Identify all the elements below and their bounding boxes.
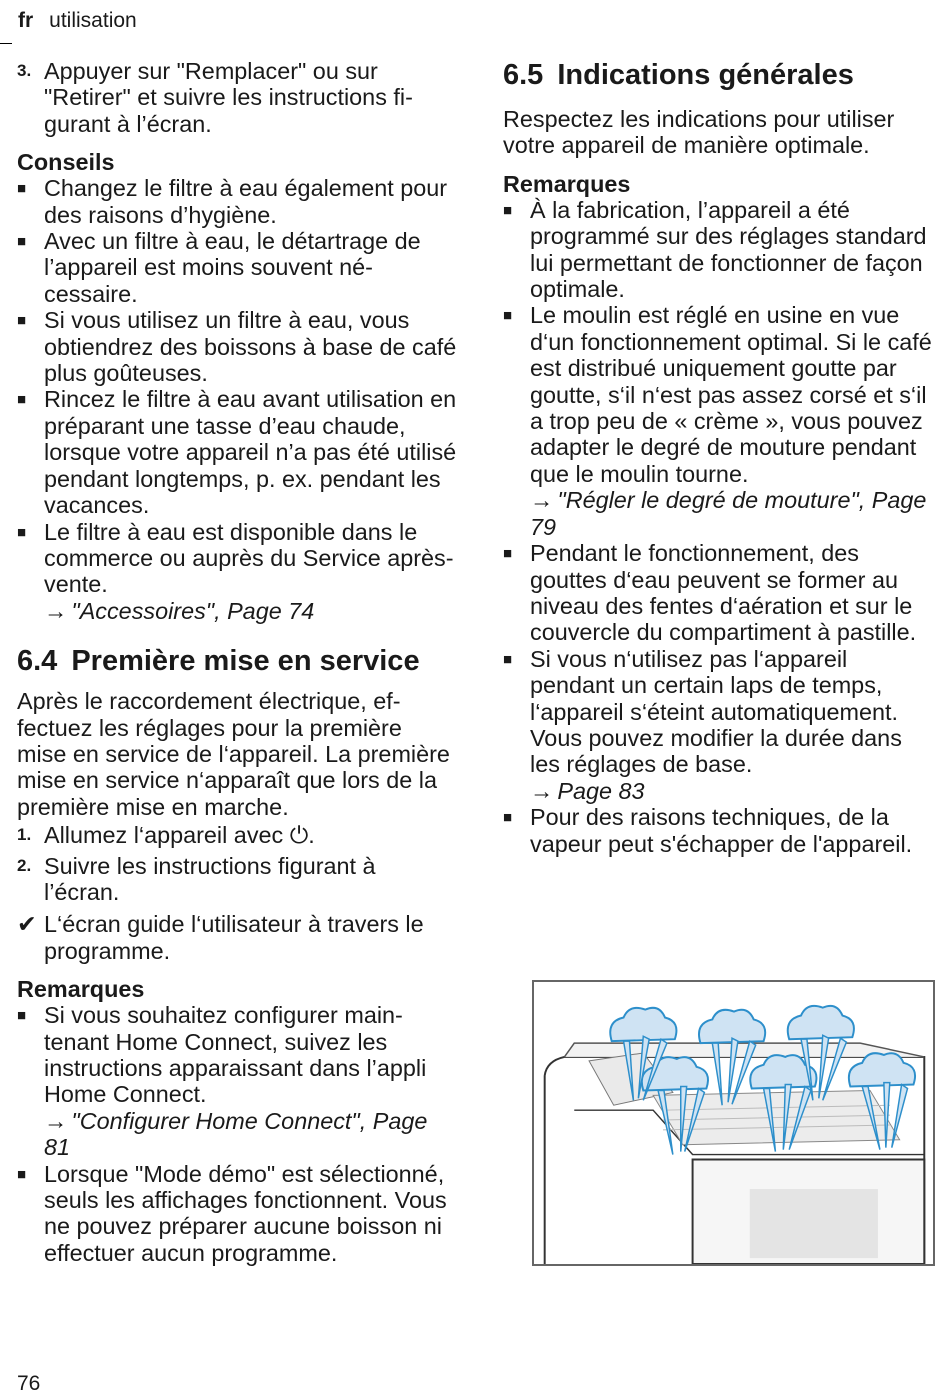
- list-item-text: Le moulin est réglé en usine en vue d‘un fonctionnement optimal. Si le café est distribué uniquement goutte par goutte, s‘il n‘est pas assez corsé et s‘il a trop peu de « crème », vous pouvez adapter le degré de mouture pendant que le moulin tourne.: [530, 302, 932, 487]
- header-section: utilisation: [49, 9, 137, 32]
- arrow-right-icon: →: [530, 487, 554, 514]
- remarques-heading: Remarques: [503, 170, 631, 197]
- section-title: Première mise en service: [71, 645, 420, 678]
- right-column: [503, 58, 938, 857]
- list-item-text: Rincez le filtre à eau avant utilisation en préparant une tasse d’eau chaude, lorsque votre appareil n’a pas été utilisé pendant longtemps, p. ex. pendant les vacances.: [44, 386, 457, 519]
- step-item: [17, 58, 457, 137]
- square-bullet-icon: ■: [17, 523, 27, 541]
- section-heading-6-5: [503, 58, 938, 92]
- list-item: [503, 804, 938, 857]
- cross-reference-text: "Régler le degré de mouture", Page 79: [530, 487, 927, 540]
- list-item: [17, 519, 457, 625]
- square-bullet-icon: ■: [503, 650, 513, 668]
- header-lang: fr: [18, 9, 34, 32]
- list-item: [503, 540, 938, 646]
- square-bullet-icon: ■: [503, 809, 513, 827]
- page-header: [18, 9, 137, 33]
- list-item-text: Changez le filtre à eau également pour des raisons d’hygiène.: [44, 175, 448, 228]
- list-item-text: Si vous souhaitez configurer maintenant Home Connect, suivez les instructions apparaissant dans l’appli Home Connect.: [44, 1002, 427, 1108]
- step-item: [17, 853, 457, 906]
- arrow-right-icon: →: [44, 1107, 68, 1134]
- square-bullet-icon: ■: [503, 545, 513, 563]
- section-number: 6.5: [503, 59, 544, 91]
- square-bullet-icon: ■: [17, 1007, 27, 1025]
- left-column: [17, 58, 457, 1266]
- list-item-text: Si vous n‘utilisez pas l‘appareil pendant un certain laps de temps, l‘appareil s‘éteint automatiquement. Vous pouvez modifier la durée dans les réglages de base.: [530, 645, 902, 778]
- step-list-continued: [17, 58, 457, 137]
- cross-reference[interactable]: [44, 1108, 457, 1161]
- list-item: [17, 386, 457, 518]
- list-item: [17, 1002, 457, 1160]
- section-title: Indications générales: [557, 59, 854, 91]
- cross-reference-text: Page 83: [557, 777, 645, 804]
- step-text: Suivre les instructions figurant à l’écran.: [44, 852, 376, 905]
- page-number: 76: [17, 1372, 41, 1395]
- cross-reference-text: "Accessoires", Page 74: [71, 597, 315, 624]
- section-heading-6-4: [17, 644, 457, 678]
- remarques-list: [17, 1002, 457, 1266]
- list-item: [503, 197, 938, 303]
- square-bullet-icon: ■: [17, 312, 27, 330]
- checkmark-icon: ✔: [17, 911, 37, 938]
- list-item-text: Le filtre à eau est disponible dans le commerce ou auprès du Service après-vente.: [44, 518, 454, 598]
- step-text: Appuyer sur "Remplacer" ou sur "Retirer" et suivre les instructions figurant à l’écran.: [44, 58, 413, 137]
- step-number: 3.: [17, 61, 32, 80]
- cross-reference-text: "Configurer Home Connect", Page 81: [44, 1107, 428, 1161]
- section-intro: Après le raccordement électrique, effectuez les réglages pour la première mise en service de l‘appareil. La première mise en service n‘apparaît que lors de la première mise en marche.: [17, 688, 450, 820]
- list-item-text: Avec un filtre à eau, le détartrage de l’appareil est moins souvent nécessaire.: [44, 228, 421, 307]
- conseils-list: [17, 175, 457, 624]
- square-bullet-icon: ■: [17, 180, 27, 198]
- list-item-text: À la fabrication, l’appareil a été programmé sur des réglages standard lui permettant de fonctionner de façon optimale.: [530, 196, 927, 303]
- list-item: [503, 302, 938, 540]
- list-item: [17, 228, 457, 307]
- step-number: 1.: [17, 825, 32, 845]
- result-item: [17, 911, 457, 964]
- step-item: [17, 822, 457, 848]
- step-list: [17, 822, 457, 905]
- coffee-machine-steam-drawing: [534, 982, 933, 1264]
- square-bullet-icon: ■: [17, 233, 27, 251]
- section-intro: Respectez les indications pour utiliser votre appareil de manière optimale.: [503, 106, 895, 159]
- section-number: 6.4: [17, 645, 58, 678]
- header-rule: [0, 43, 12, 44]
- list-item-text: Si vous utilisez un filtre à eau, vous obtiendrez des boissons à base de café plus goûteuses.: [44, 307, 457, 387]
- cross-reference[interactable]: [530, 778, 938, 804]
- square-bullet-icon: ■: [17, 391, 27, 409]
- arrow-right-icon: →: [44, 597, 68, 624]
- list-item-text: Pour des raisons techniques, de la vapeur peut s'échapper de l'appareil.: [530, 804, 913, 857]
- square-bullet-icon: ■: [503, 307, 513, 325]
- list-item-text: Lorsque "Mode démo" est sélectionné, seuls les affichages fonctionnent. Vous ne pouvez préparer aucune boisson ni effectuer aucun programme.: [44, 1160, 447, 1266]
- cross-reference[interactable]: [530, 487, 938, 540]
- step-text: Allumez l‘appareil avec ⏻.: [44, 822, 315, 849]
- square-bullet-icon: ■: [503, 201, 513, 219]
- conseils-heading: Conseils: [17, 149, 115, 176]
- list-item: [503, 646, 938, 804]
- result-text: L‘écran guide l‘utilisateur à travers le programme.: [44, 911, 424, 964]
- square-bullet-icon: ■: [17, 1165, 27, 1183]
- remarques-list: [503, 197, 938, 857]
- list-item: [17, 1161, 457, 1267]
- cross-reference[interactable]: [44, 598, 457, 624]
- list-item-text: Pendant le fonctionnement, des gouttes d‘eau peuvent se former au niveau des fentes d‘aération et sur le couvercle du compartiment à pastille.: [530, 540, 917, 646]
- remarques-heading: Remarques: [17, 976, 145, 1003]
- arrow-right-icon: →: [530, 777, 554, 804]
- list-item: [17, 307, 457, 386]
- steam-illustration: [532, 980, 935, 1266]
- list-item: [17, 175, 457, 228]
- step-number: 2.: [17, 855, 32, 875]
